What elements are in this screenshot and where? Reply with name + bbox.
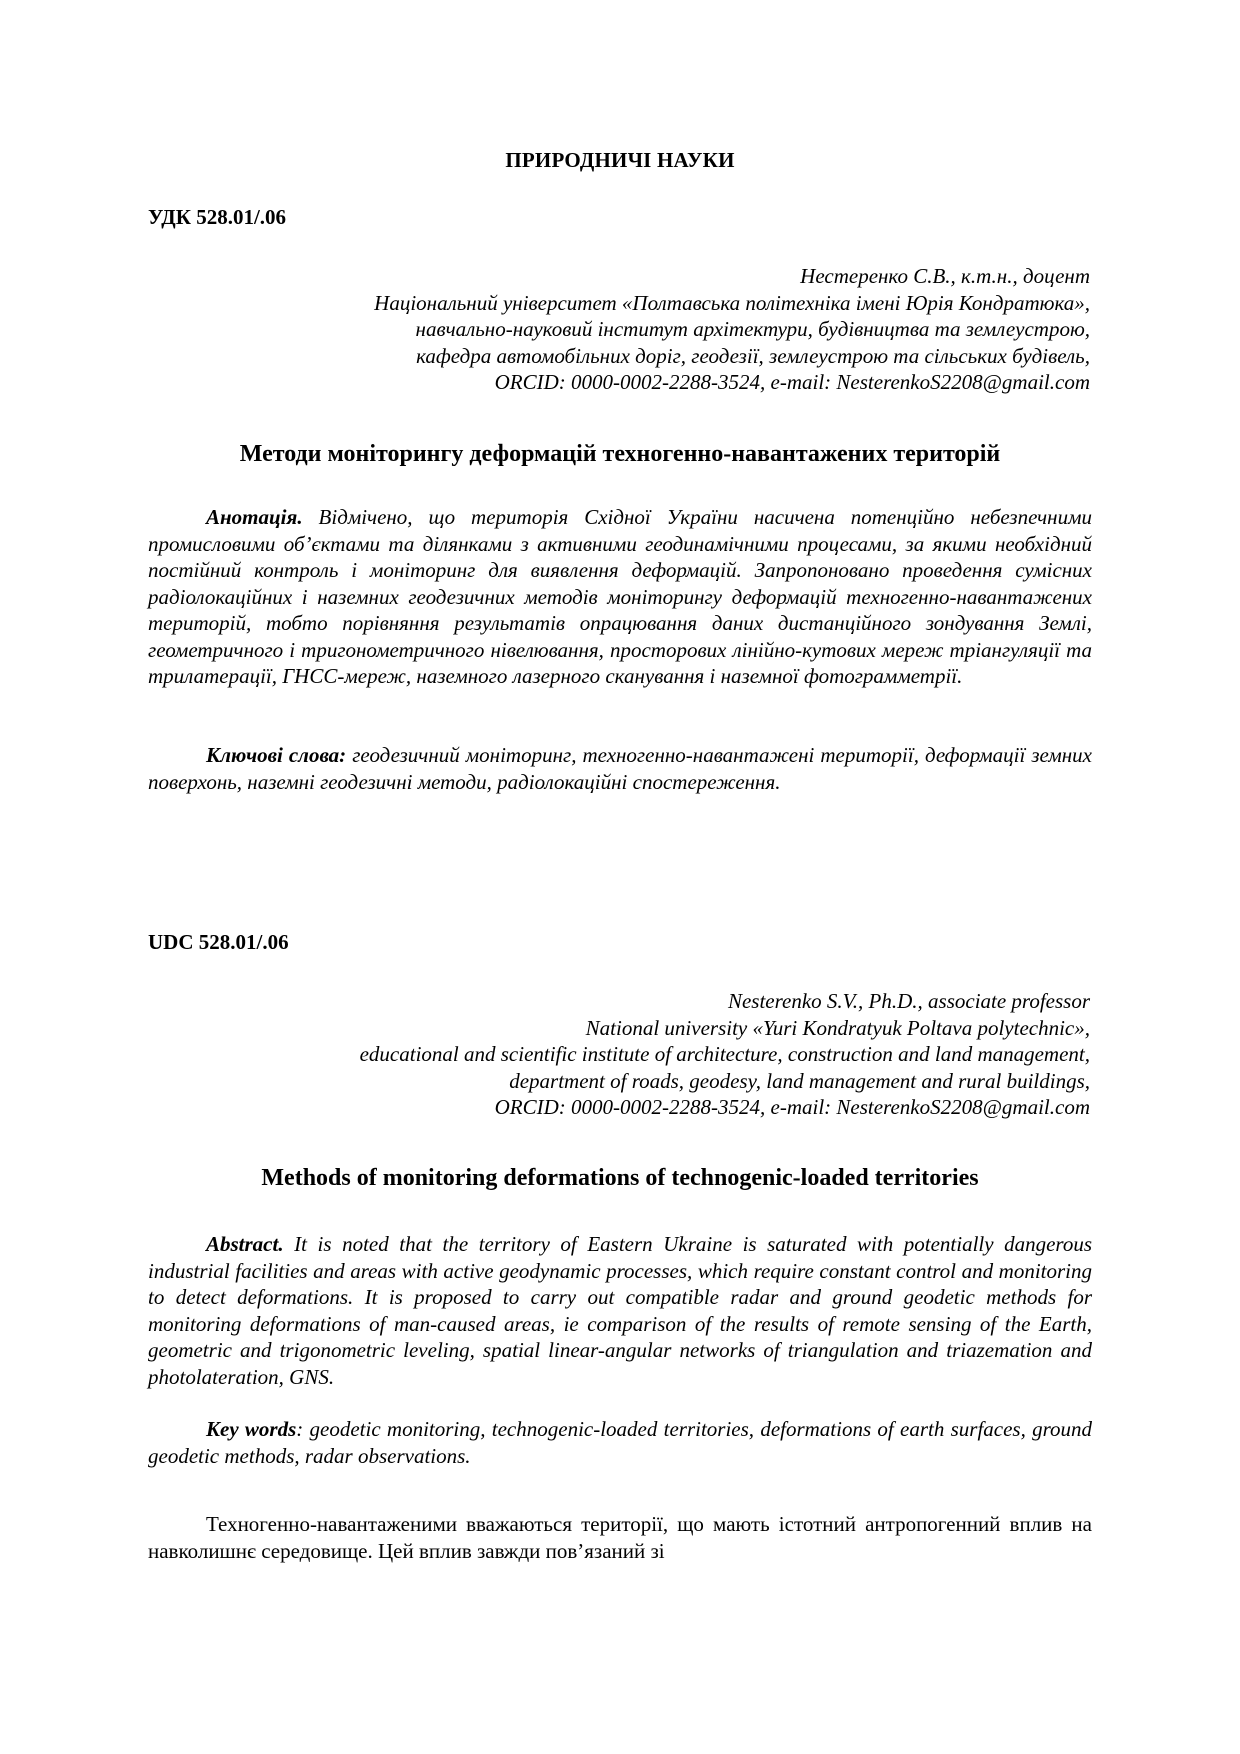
keywords-text: геодезичний моніторинг, техногенно-навантажені території, деформації земних поверхонь, наземні геодезичні методи, радіолокаційні спостереження. (148, 743, 1092, 794)
abstract-ukrainian (148, 504, 1092, 690)
department: кафедра автомобільних доріг, геодезії, землеустрою та сільських будівель, (416, 343, 1090, 368)
department: department of roads, geodesy, land management and rural buildings, (509, 1068, 1090, 1093)
author-name: Нестеренко С.В., к.т.н., доцент (800, 264, 1090, 288)
keywords-label: Ключові слова: (206, 743, 347, 767)
university: National university «Yuri Kondratyuk Poltava polytechnic», (585, 1015, 1090, 1040)
article-title-english: Methods of monitoring deformations of technogenic-loaded territories (261, 1165, 979, 1191)
keywords-english (148, 1416, 1092, 1469)
author-affiliation-english (360, 988, 1090, 1121)
institute: навчально-науковий інститут архітектури, будівництва та землеустрою, (415, 317, 1090, 341)
author-affiliation-ukrainian (374, 263, 1090, 396)
body-paragraph (148, 1511, 1092, 1564)
section-heading: ПРИРОДНИЧІ НАУКИ (505, 148, 735, 172)
abstract-label: Abstract. (206, 1232, 284, 1256)
keywords-text: : geodetic monitoring, technogenic-loaded territories, deformations of earth surfaces, ground geodetic methods, radar observations. (148, 1417, 1092, 1468)
keywords-label: Key words (206, 1417, 297, 1441)
orcid-email: ORCID: 0000-0002-2288-3524, e-mail: NesterenkoS2208@gmail.com (494, 370, 1090, 394)
abstract-text: Відмічено, що територія Східної України насичена потенційно небезпечними промисловими об’єктами та ділянками з активними геодинамічними процесами, за якими необхідний постійний контроль і моніторинг для виявлення деформацій. Запропоновано проведення сумісних радіолокаційних і наземних геодезичних методів моніторингу деформацій техногенно-навантажених територій, тобто порівняння результатів опрацювання даних дистанційного зондування Землі, геометричного і тригонометричного нівелювання, просторових лінійно-кутових мереж тріангуляції та трилатерації, ГНСС-мереж, наземного лазерного сканування і наземної фотограмметрії. (148, 505, 1092, 688)
author-name: Nesterenko S.V., Ph.D., associate professor (727, 989, 1090, 1013)
body-text: Техногенно-навантаженими вважаються території, що мають істотний антропогенний вплив на навколишнє середовище. Цей вплив завжди пов’язаний зі (148, 1512, 1092, 1563)
keywords-ukrainian (148, 742, 1092, 795)
university: Національний університет «Полтавська політехніка імені Юрія Кондратюка», (374, 290, 1090, 315)
abstract-text: It is noted that the territory of Eastern Ukraine is saturated with potentially dangerous industrial facilities and areas with active geodynamic processes, which require constant control and monitoring to detect deformations. It is proposed to carry out compatible radar and ground geodetic methods for monitoring deformations of man-caused areas, ie comparison of the results of remote sensing of the Earth, geometric and trigonometric leveling, spatial linear-angular networks of triangulation and triazemation and photolateration, GNS. (148, 1232, 1092, 1389)
abstract-english (148, 1231, 1092, 1390)
orcid-email: ORCID: 0000-0002-2288-3524, e-mail: NesterenkoS2208@gmail.com (494, 1095, 1090, 1119)
institute: educational and scientific institute of architecture, construction and land management, (359, 1042, 1090, 1066)
abstract-label: Анотація. (206, 505, 303, 529)
udc-code-ukrainian: УДК 528.01/.06 (148, 205, 287, 229)
article-title-ukrainian: Методи моніторингу деформацій техногенно-навантажених територій (239, 441, 1001, 467)
udc-code-english: UDC 528.01/.06 (148, 930, 289, 954)
